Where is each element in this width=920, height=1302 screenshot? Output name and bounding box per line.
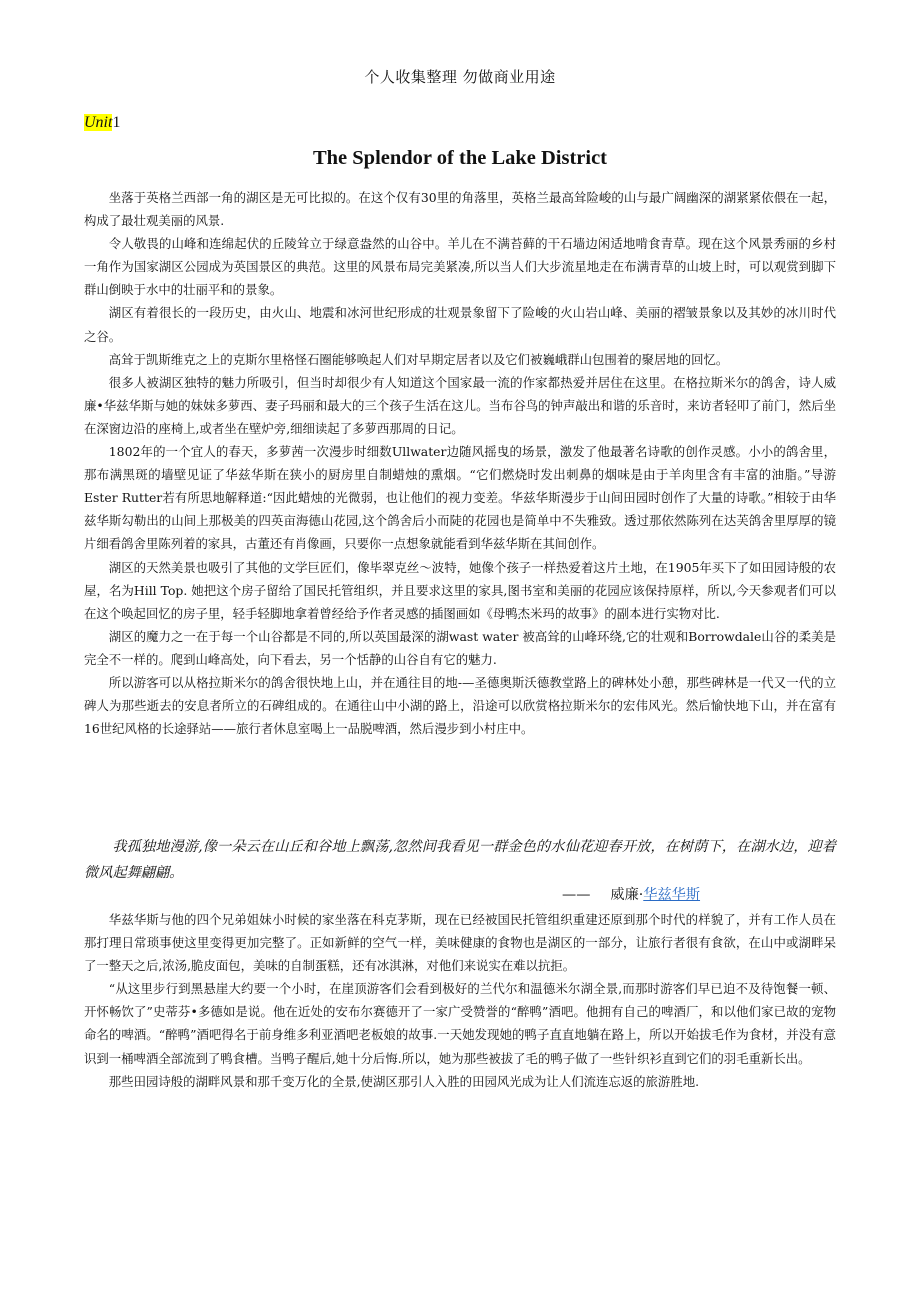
article-title: The Splendor of the Lake District <box>312 147 608 169</box>
paragraph: 华兹华斯与他的四个兄弟姐妹小时候的家坐落在科克茅斯，现在已经被国民托管组织重建还原到那个时代的样貌了，并有工作人员在那打理日常琐事使这里变得更加完整了。正如新鲜的空气一样，美味健康的食物也是湖区的一部分，让旅行者很有食欲，在山中或湖畔呆了一整天之后,浓汤,脆皮面包，美味的自制蛋糕，还有冰淇淋，对他们来说实在难以抗拒。 <box>84 912 836 974</box>
paragraph: 湖区有着很长的一段历史，由火山、地震和冰河世纪形成的壮观景象留下了险峻的火山岩山峰、美丽的褶皱景象以及其妙的冰川时代之谷。 <box>84 305 836 344</box>
paragraph: 湖区的魔力之一在于每一个山谷都是不同的,所以英国最深的湖wast water 被高耸的山峰环绕,它的壮观和Borrowdale山谷的柔美是完全不一样的。爬到山峰高处，向下看去，另一个恬静的山谷自有它的魅力. <box>84 628 836 667</box>
paragraph: “从这里步行到黑悬崖大约要一个小时，在崖顶游客们会看到极好的兰代尔和温德米尔湖全景,而那时游客们早已迫不及待饱餐一顿、开怀畅饮了”史蒂芬•多德如是说。他在近处的安布尔赛德开了一家广受赞誉的“醉鸭”酒吧。他拥有自己的啤酒厂，和以他们家已故的宠物命名的啤酒。“醉鸭”酒吧得名于前身维多利亚酒吧老板娘的故事.一天她发现她的鸭子直直地躺在路上，所以开始拔毛作为食材，并没有意识到一桶啤酒全部流到了鸭食槽。当鸭子醒后,她十分后悔.所以，她为那些被拔了毛的鸭子做了一些针织衫直到它们的羽毛重新长出。 <box>84 981 836 1066</box>
article-body <box>84 186 836 740</box>
unit-number: 1 <box>112 114 121 131</box>
attribution-name-prefix: 威廉· <box>610 887 644 903</box>
attribution-dash: —— <box>562 887 591 903</box>
paragraph: 那些田园诗般的湖畔风景和那千变万化的全景,使湖区那引人入胜的田园风光成为让人们流连忘返的旅游胜地. <box>108 1073 700 1089</box>
wordsworth-link[interactable]: 华兹华斯 <box>643 887 701 903</box>
paragraph: 令人敬畏的山峰和连绵起伏的丘陵耸立于绿意盎然的山谷中。羊儿在不满苔藓的干石墙边闲适地啃食青草。现在这个风景秀丽的乡村一角作为国家湖区公园成为英国景区的典范。这里的风景布局完美紧凑,所以当人们大步流星地走在布满青草的山坡上时，可以观赏到脚下群山倒映于水中的壮丽平和的景象。 <box>84 236 836 298</box>
paragraph: 坐落于英格兰西部一角的湖区是无可比拟的。在这个仅有30里的角落里，英格兰最高耸险峻的山与最广阔幽深的湖紧紧依偎在一起，构成了最壮观美丽的风景. <box>84 190 836 229</box>
paragraph: 高耸于凯斯维克之上的克斯尔里格怪石圈能够唤起人们对早期定居者以及它们被巍峨群山包围着的聚居地的回忆。 <box>108 351 729 367</box>
paragraph: 湖区的天然美景也吸引了其他的文学巨匠们，像毕翠克丝～波特，她像个孩子一样热爱着这片土地，在1905年买下了如田园诗般的农屋，名为Hill Top. 她把这个房子留给了国民托管组织，并且要求这里的家具,图书室和美丽的花园应该保持原样，所以,今天参观者们可以在这个唤起回忆的房子里，轻手轻脚地拿着曾经给予作者灵感的插图画如《母鸭杰米玛的故事》的副本进行实物对比. <box>84 559 836 621</box>
unit-word: Unit <box>84 114 113 131</box>
article-body-continued <box>84 908 836 1093</box>
unit-label <box>84 114 120 132</box>
poem-attribution <box>562 884 700 904</box>
paragraph: 所以游客可以从格拉斯米尔的鸽舍很快地上山，并在通往目的地-—圣德奥斯沃德教堂路上的碑林处小憩，那些碑林是一代又一代的立碑人为那些逝去的安息者所立的石碑组成的。在通往山中小湖的路上，沿途可以欣赏格拉斯米尔的宏伟风光。然后愉快地下山，并在富有16世纪风格的长途驿站——旅行者休息室喝上一品脱啤酒，然后漫步到小村庄中。 <box>84 674 836 737</box>
paragraph: 1802年的一个宜人的春天，多萝茜一次漫步时细数Ullwater边随风摇曳的场景，激发了他最著名诗歌的创作灵感。小小的鸽舍里，那布满黑斑的墙壁见证了华兹华斯在狭小的厨房里自制蜡烛的熏烟。“它们燃烧时发出刺鼻的烟味是由于羊肉里含有丰富的油脂。”导游Ester Rutter若有所思地解释道:“因此蜡烛的光微弱，也让他们的视力变差。华兹华斯漫步于山间田园时创作了大量的诗歌。”相较于由华兹华斯勾勒出的山间上那极美的四英亩海德山花园,这个鸽舍后小而陡的花园也是简单中不失雅致。透过那依然陈列在达芙鸽舍里厚厚的镜片细看鸽舍里陈列着的家具，古董还有肖像画，只要你一点想象就能看到华兹华斯在其间创作。 <box>84 444 836 552</box>
paragraph: 很多人被湖区独特的魅力所吸引，但当时却很少有人知道这个国家最一流的作家都热爱并居住在这里。在格拉斯米尔的鸽舍，诗人威廉•华兹华斯与她的妹妹多萝西、妻子玛丽和最大的三个孩子生活在这儿。当布谷鸟的钟声敲出和谐的乐音时，来访者轻叩了前门，然后坐在深窗边沿的座椅上,或者坐在壁炉旁,细细读起了多萝西那周的日记。 <box>84 374 836 436</box>
header-note: 个人收集整理 勿做商业用途 <box>364 68 556 86</box>
poem-quote: 我孤独地漫游,像一朵云在山丘和谷地上飘荡,忽然间我看见一群金色的水仙花迎春开放，在树荫下，在湖水边，迎着微风起舞翩翩。 <box>84 839 836 881</box>
